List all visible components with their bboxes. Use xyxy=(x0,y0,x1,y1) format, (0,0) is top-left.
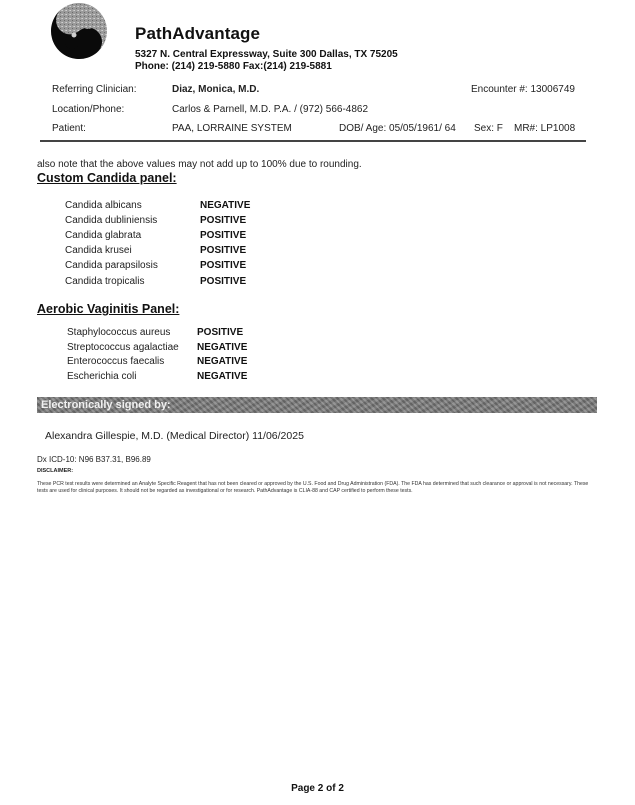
panel-item-result: POSITIVE xyxy=(200,276,247,287)
sex: Sex: F xyxy=(474,123,503,134)
panel-item-result: POSITIVE xyxy=(200,215,247,226)
panel-item-result: POSITIVE xyxy=(197,327,244,338)
panel-item-name: Candida dubliniensis xyxy=(65,215,158,226)
location-phone-label: Location/Phone: xyxy=(52,104,125,115)
panel-item-result: NEGATIVE xyxy=(197,356,248,367)
location-phone-value: Carlos & Parnell, M.D. P.A. / (972) 566-4862 xyxy=(172,104,369,115)
signer-name: Alexandra Gillespie, M.D. (Medical Director) 11/06/2025 xyxy=(45,430,304,442)
page-number: Page 2 of 2 xyxy=(291,783,344,794)
panel-item-result: NEGATIVE xyxy=(197,371,248,382)
panel-item-name: Candida parapsilosis xyxy=(65,260,158,271)
header-divider xyxy=(40,140,586,142)
panel-item-name: Candida tropicalis xyxy=(65,276,145,287)
panel-item-name: Streptococcus agalactiae xyxy=(67,342,179,353)
patient-label: Patient: xyxy=(52,123,86,134)
referring-clinician-label: Referring Clinician: xyxy=(52,84,137,95)
electronic-signature-bar xyxy=(37,397,597,413)
panel-item-result: NEGATIVE xyxy=(200,200,251,211)
lab-phone-fax: Phone: (214) 219-5880 Fax:(214) 219-5881 xyxy=(135,61,332,72)
dob-age: DOB/ Age: 05/05/1961/ 64 xyxy=(339,123,456,134)
disclaimer-text: These PCR test results were determined an Analyte Specific Reagent that has not been cleared or approved by the U.S. Food and Drug Administration (FDA). The FDA has determined that such clearance or approval is not necessary. These tests are used for clinical purposes. It should not be regarded as investigational or for research. PathAdvantage is CLIA-88 and CAP certified to perform these tests. xyxy=(37,481,589,494)
panel-item-name: Candida albicans xyxy=(65,200,142,211)
referring-clinician-value: Diaz, Monica, M.D. xyxy=(172,84,260,95)
panel-item-result: POSITIVE xyxy=(200,245,247,256)
panel-item-name: Staphylococcus aureus xyxy=(67,327,171,338)
panel-item-name: Escherichia coli xyxy=(67,371,137,382)
disclaimer-title: DISCLAIMER: xyxy=(37,468,74,474)
candida-panel-title: Custom Candida panel: xyxy=(37,171,177,185)
rounding-note: also note that the above values may not add up to 100% due to rounding. xyxy=(37,159,362,170)
panel-item-result: POSITIVE xyxy=(200,260,247,271)
panel-item-result: NEGATIVE xyxy=(197,342,248,353)
yin-yang-logo-icon xyxy=(50,2,108,60)
panel-item-name: Candida krusei xyxy=(65,245,132,256)
panel-item-name: Candida glabrata xyxy=(65,230,142,241)
dx-codes: Dx ICD-10: N96 B37.31, B96.89 xyxy=(37,455,151,464)
mr-number: MR#: LP1008 xyxy=(514,123,576,134)
panel-item-name: Enterococcus faecalis xyxy=(67,356,165,367)
lab-address: 5327 N. Central Expressway, Suite 300 Dallas, TX 75205 xyxy=(135,49,398,60)
aerobic-panel-title: Aerobic Vaginitis Panel: xyxy=(37,302,180,316)
patient-name: PAA, LORRAINE SYSTEM xyxy=(172,123,292,134)
signature-bar-label: Electronically signed by: xyxy=(41,399,171,411)
brand-name: PathAdvantage xyxy=(135,24,261,43)
panel-item-result: POSITIVE xyxy=(200,230,247,241)
encounter-number: Encounter #: 13006749 xyxy=(471,84,575,95)
lab-contact xyxy=(135,49,398,73)
